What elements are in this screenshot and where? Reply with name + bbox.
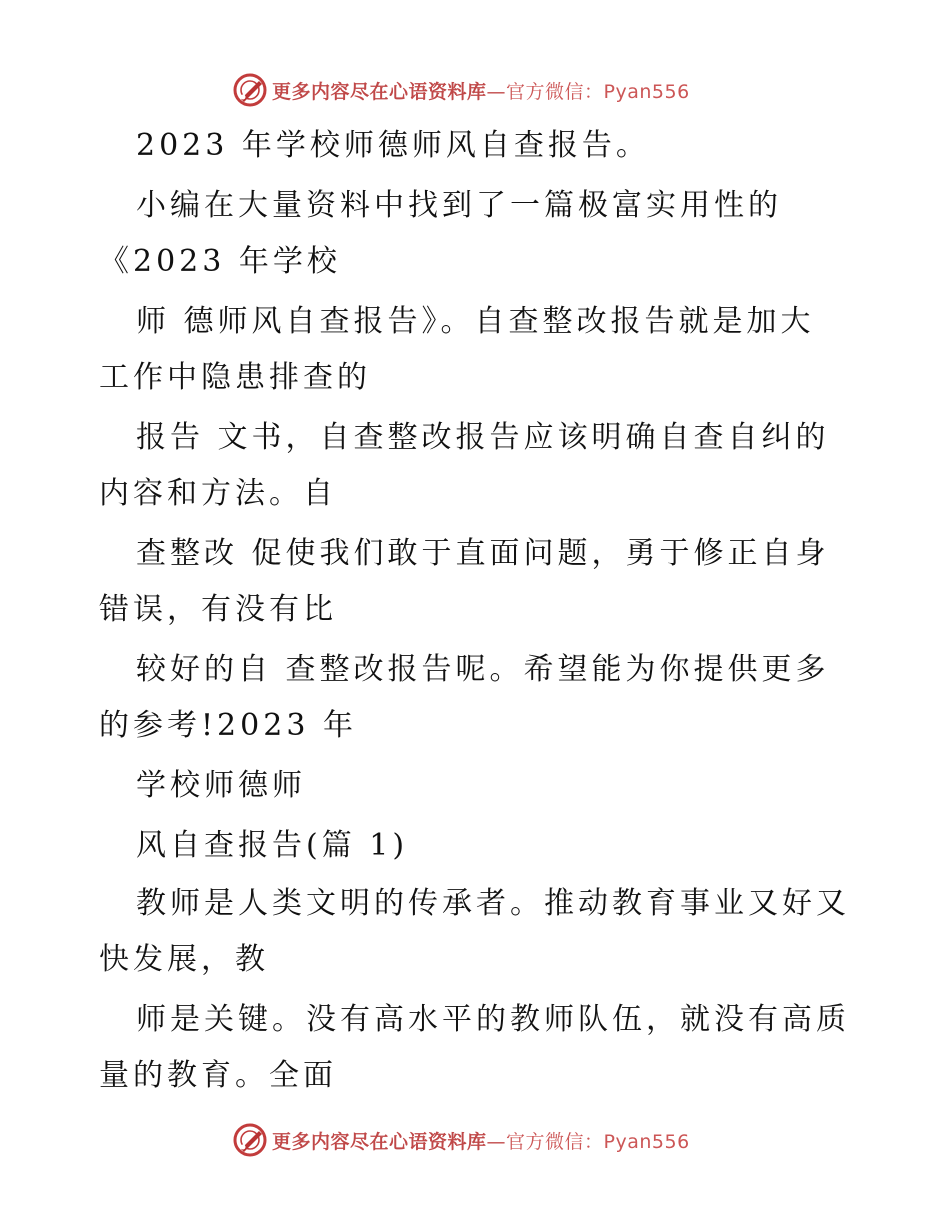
paragraph-line: 的参考!2023 年 <box>99 708 357 743</box>
banner-contact: 官方微信：Pyan556 <box>506 1130 690 1153</box>
paragraph-line: 量的教育。全面 <box>99 1058 337 1093</box>
doc-title: 2023 年学校师德师风自查报告。 <box>136 128 650 163</box>
paragraph-line: 报告 文书，自查整改报告应该明确自查自纠的 <box>136 420 830 455</box>
paragraph-line: 错误，有没有比 <box>99 592 337 627</box>
paragraph-line: 较好的自 查整改报告呢。希望能为你提供更多 <box>136 652 830 687</box>
banner-brand: 更多内容尽在心语资料库 <box>272 1130 487 1153</box>
footer-banner <box>232 1122 690 1158</box>
section-heading: 风自查报告(篇 1) <box>136 828 409 863</box>
paragraph-line: 学校师德师 <box>136 768 306 803</box>
paragraph-line: 《2023 年学校 <box>99 244 341 279</box>
paragraph-line: 师 德师风自查报告》。自查整改报告就是加大 <box>136 304 815 339</box>
pen-logo-icon <box>232 1122 268 1158</box>
paragraph-line: 小编在大量资料中找到了一篇极富实用性的 <box>136 188 782 223</box>
banner-text <box>272 77 690 104</box>
paragraph-line: 内容和方法。自 <box>99 476 337 511</box>
banner-text <box>272 1127 690 1154</box>
paragraph-line: 快发展，教 <box>99 942 269 977</box>
banner-separator: — <box>486 1130 507 1153</box>
paragraph-line: 工作中隐患排查的 <box>99 360 371 395</box>
header-banner <box>232 72 690 108</box>
pen-logo-icon <box>232 72 268 108</box>
paragraph-line: 师是关键。没有高水平的教师队伍，就没有高质 <box>136 1002 850 1037</box>
paragraph-line: 教师是人类文明的传承者。推动教育事业又好又 <box>136 886 850 921</box>
paragraph-line: 查整改 促使我们敢于直面问题，勇于修正自身 <box>136 536 830 571</box>
banner-brand: 更多内容尽在心语资料库 <box>272 80 487 103</box>
banner-contact: 官方微信：Pyan556 <box>506 80 690 103</box>
banner-separator: — <box>486 80 507 103</box>
